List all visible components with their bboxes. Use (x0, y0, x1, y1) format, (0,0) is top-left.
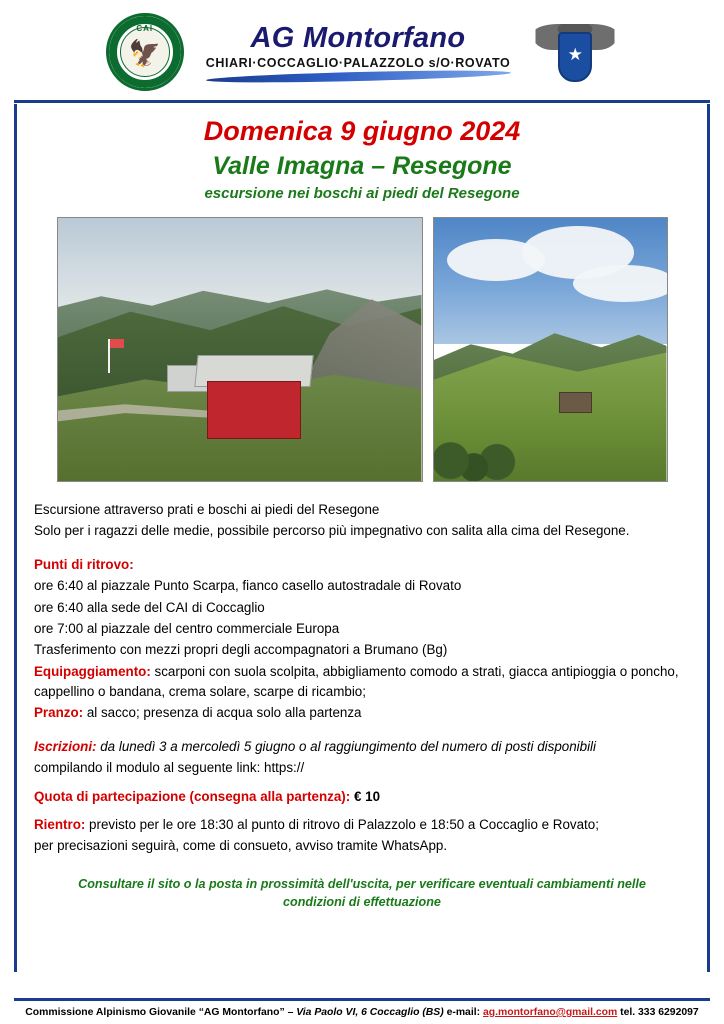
org-sections: CHIARI·COCCAGLIO·PALAZZOLO s/O·ROVATO (205, 55, 511, 70)
lunch-label: Pranzo: (34, 705, 84, 721)
gear-label: Equipaggiamento: (34, 663, 151, 679)
swoosh-decoration (206, 68, 511, 84)
eagle-icon: 🦅 (128, 38, 161, 69)
event-place: Valle Imagna – Resegone (212, 152, 512, 181)
left-border-rule (14, 104, 17, 972)
fee-row (34, 787, 690, 807)
meeting-time-1: ore 6:40 (34, 578, 84, 594)
footer-org: Commissione Alpinismo Giovanile “AG Montorfano” (25, 1007, 285, 1018)
photo-gallery (6, 217, 718, 482)
meeting-item-2 (34, 598, 690, 618)
return-row (34, 815, 690, 835)
notice-line-2: condizioni di effettuazione (283, 894, 441, 909)
meeting-item-1 (34, 576, 690, 596)
transfer-note: Trasferimento con mezzi propri degli accompagnatori a Brumano (Bg) (34, 642, 448, 658)
registration-link-line: compilando il modulo al seguente link: https:// (34, 760, 305, 776)
registration-row (34, 737, 690, 757)
photo-green-meadow (433, 217, 668, 482)
footer-divider (14, 998, 710, 1001)
meeting-text-1: al piazzale Punto Scarpa, fianco casello autostradale di Rovato (83, 578, 462, 594)
alpini-logo-icon (532, 12, 618, 92)
event-heading (0, 100, 724, 202)
meeting-text-2: alla sede del CAI di Coccaglio (83, 599, 265, 615)
footer-phone: tel. 333 6292097 (617, 1007, 699, 1018)
header (0, 0, 724, 100)
photo-mountain-refuge (57, 217, 423, 482)
meeting-text-3: al piazzale del centro commerciale Europa (83, 620, 340, 636)
fee-amount: € 10 (350, 788, 381, 804)
meeting-time-2: ore 6:40 (34, 599, 84, 615)
footer-text (0, 1007, 724, 1018)
lunch-text: al sacco; presenza di acqua solo alla partenza (83, 705, 362, 721)
intro-line-1: Escursione attraverso prati e boschi ai piedi del Resegone (34, 502, 380, 518)
meeting-label-text: Punti di ritrovo: (34, 556, 134, 572)
footer-email-link[interactable]: ag.montorfano@gmail.com (482, 1007, 618, 1018)
return-note-line: per precisazioni seguirà, come di consueto, avviso tramite WhatsApp. (34, 838, 448, 854)
footer (0, 998, 724, 1024)
footer-address: – Via Paolo VI, 6 Coccaglio (BS) (284, 1007, 447, 1018)
registration-label: Iscrizioni: (34, 738, 97, 754)
cai-logo-label: CAI (136, 24, 154, 33)
meeting-points-label (34, 555, 690, 575)
org-title: AG Montorfano (250, 22, 466, 55)
fee-label: Quota di partecipazione (consegna alla partenza): (34, 788, 351, 804)
notice-block (34, 875, 690, 912)
body-text (0, 482, 724, 911)
meeting-time-3: ore 7:00 (34, 620, 84, 636)
return-text: previsto per le ore 18:30 al punto di ritrovo di Palazzolo e 18:50 a Coccaglio e Rovato; (85, 816, 599, 832)
footer-email-label: e-mail: (446, 1007, 483, 1018)
shield-icon (558, 32, 592, 82)
intro-line-2: Solo per i ragazzi delle medie, possibile percorso più impegnativo con salita alla cima del Resegone. (34, 523, 630, 539)
org-title-block (202, 23, 515, 80)
meeting-item-3 (34, 619, 690, 639)
right-border-rule (707, 104, 710, 972)
cai-logo-icon (106, 13, 184, 91)
lunch-row (34, 703, 690, 723)
event-date: Domenica 9 giugno 2024 (203, 116, 521, 146)
return-label: Rientro: (34, 816, 86, 832)
notice-line-1: Consultare il sito o la posta in prossimità dell'uscita, per verificare eventuali cambiamenti nelle (78, 876, 646, 891)
gear-text: scarponi con suola scolpita, abbigliamento comodo a strati, giacca antipioggia o poncho, cappellino o bandana, crema solare, scarpe di ricambio; (34, 663, 679, 700)
gear-row (34, 662, 690, 703)
header-divider (14, 100, 710, 103)
registration-period: da lunedì 3 a mercoledì 5 giugno o al raggiungimento del numero di posti disponibili (96, 738, 597, 754)
event-subtitle: escursione nei boschi ai piedi del Resegone (204, 185, 520, 203)
